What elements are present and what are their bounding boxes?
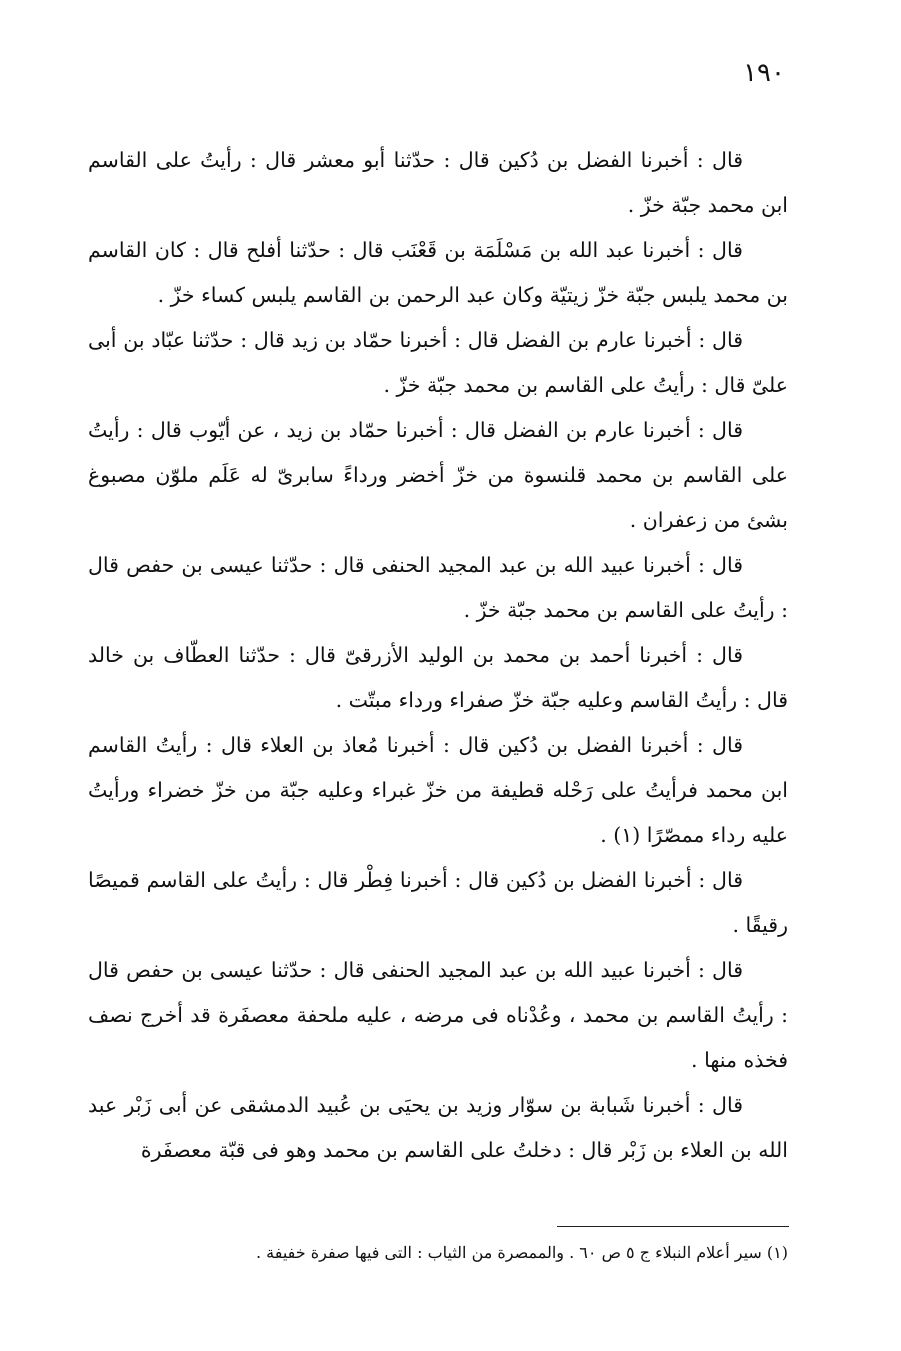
paragraph: قال : أخبرنا عبد الله بن مَسْلَمَة بن قَعْنَب قال : حدّثنا أفلح قال : كان القاسم بن محمد يلبس جبّة خزّ زيتيّة وكان عبد الرحمن بن القاسم يلبس كساء خزّ . — [88, 238, 788, 307]
paragraph: قال : أخبرنا الفضل بن دُكين قال : أخبرنا فِطْر قال : رأيتُ على القاسم قميصًا رقيقًا . — [88, 868, 788, 937]
footnote: (١) سير أعلام النبلاء ج ٥ ص ٦٠ . والممصرة من الثياب : التى فيها صفرة خفيفة . — [255, 1243, 788, 1262]
paragraph: قال : أخبرنا شَبابة بن سوّار وزيد بن يحيَى بن عُبيد الدمشقى عن أبى زَبْر عبد الله بن العلاء بن زَبْر قال : دخلتُ على القاسم بن محمد وهو فى قبّة معصفَرة — [88, 1093, 788, 1162]
page-number: ١٩٠ — [743, 58, 785, 88]
paragraph: قال : أخبرنا عبيد الله بن عبد المجيد الحنفى قال : حدّثنا عيسى بن حفص قال : رأيتُ على القاسم بن محمد جبّة خزّ . — [88, 553, 788, 622]
paragraph: قال : أخبرنا عارم بن الفضل قال : أخبرنا حمّاد بن زيد ، عن أيّوب قال : رأيتُ على القاسم بن محمد قلنسوة من خزّ أخضر ورداءً سابرىّ له عَلَم ملوّن مصبوغ بشئ من زعفران . — [88, 418, 788, 532]
paragraph: قال : أخبرنا الفضل بن دُكين قال : حدّثنا أبو معشر قال : رأيتُ على القاسم ابن محمد جبّة خزّ . — [88, 148, 788, 217]
paragraph: قال : أخبرنا أحمد بن محمد بن الوليد الأزرقىّ قال : حدّثنا العطّاف بن خالد قال : رأيتُ القاسم وعليه جبّة خزّ صفراء ورداء مبتّت . — [88, 643, 788, 712]
paragraph: قال : أخبرنا الفضل بن دُكين قال : أخبرنا مُعاذ بن العلاء قال : رأيتُ القاسم ابن محمد فرأيتُ على رَحْله قطيفة من خزّ غبراء وعليه جبّة من خزّ خضراء ورأيتُ عليه رداء ممصّرًا (١) . — [88, 733, 788, 847]
paragraph: قال : أخبرنا عارم بن الفضل قال : أخبرنا حمّاد بن زيد قال : حدّثنا عبّاد بن أبى علىّ قال : رأيتُ على القاسم بن محمد جبّة خزّ . — [88, 328, 788, 397]
footnote-divider — [557, 1226, 789, 1227]
paragraph: قال : أخبرنا عبيد الله بن عبد المجيد الحنفى قال : حدّثنا عيسى بن حفص قال : رأيتُ القاسم بن محمد ، وعُدْناه فى مرضه ، عليه ملحفة معصفَرة قد أخرج نصف فخذه منها . — [88, 958, 788, 1072]
body-text — [88, 138, 788, 1173]
